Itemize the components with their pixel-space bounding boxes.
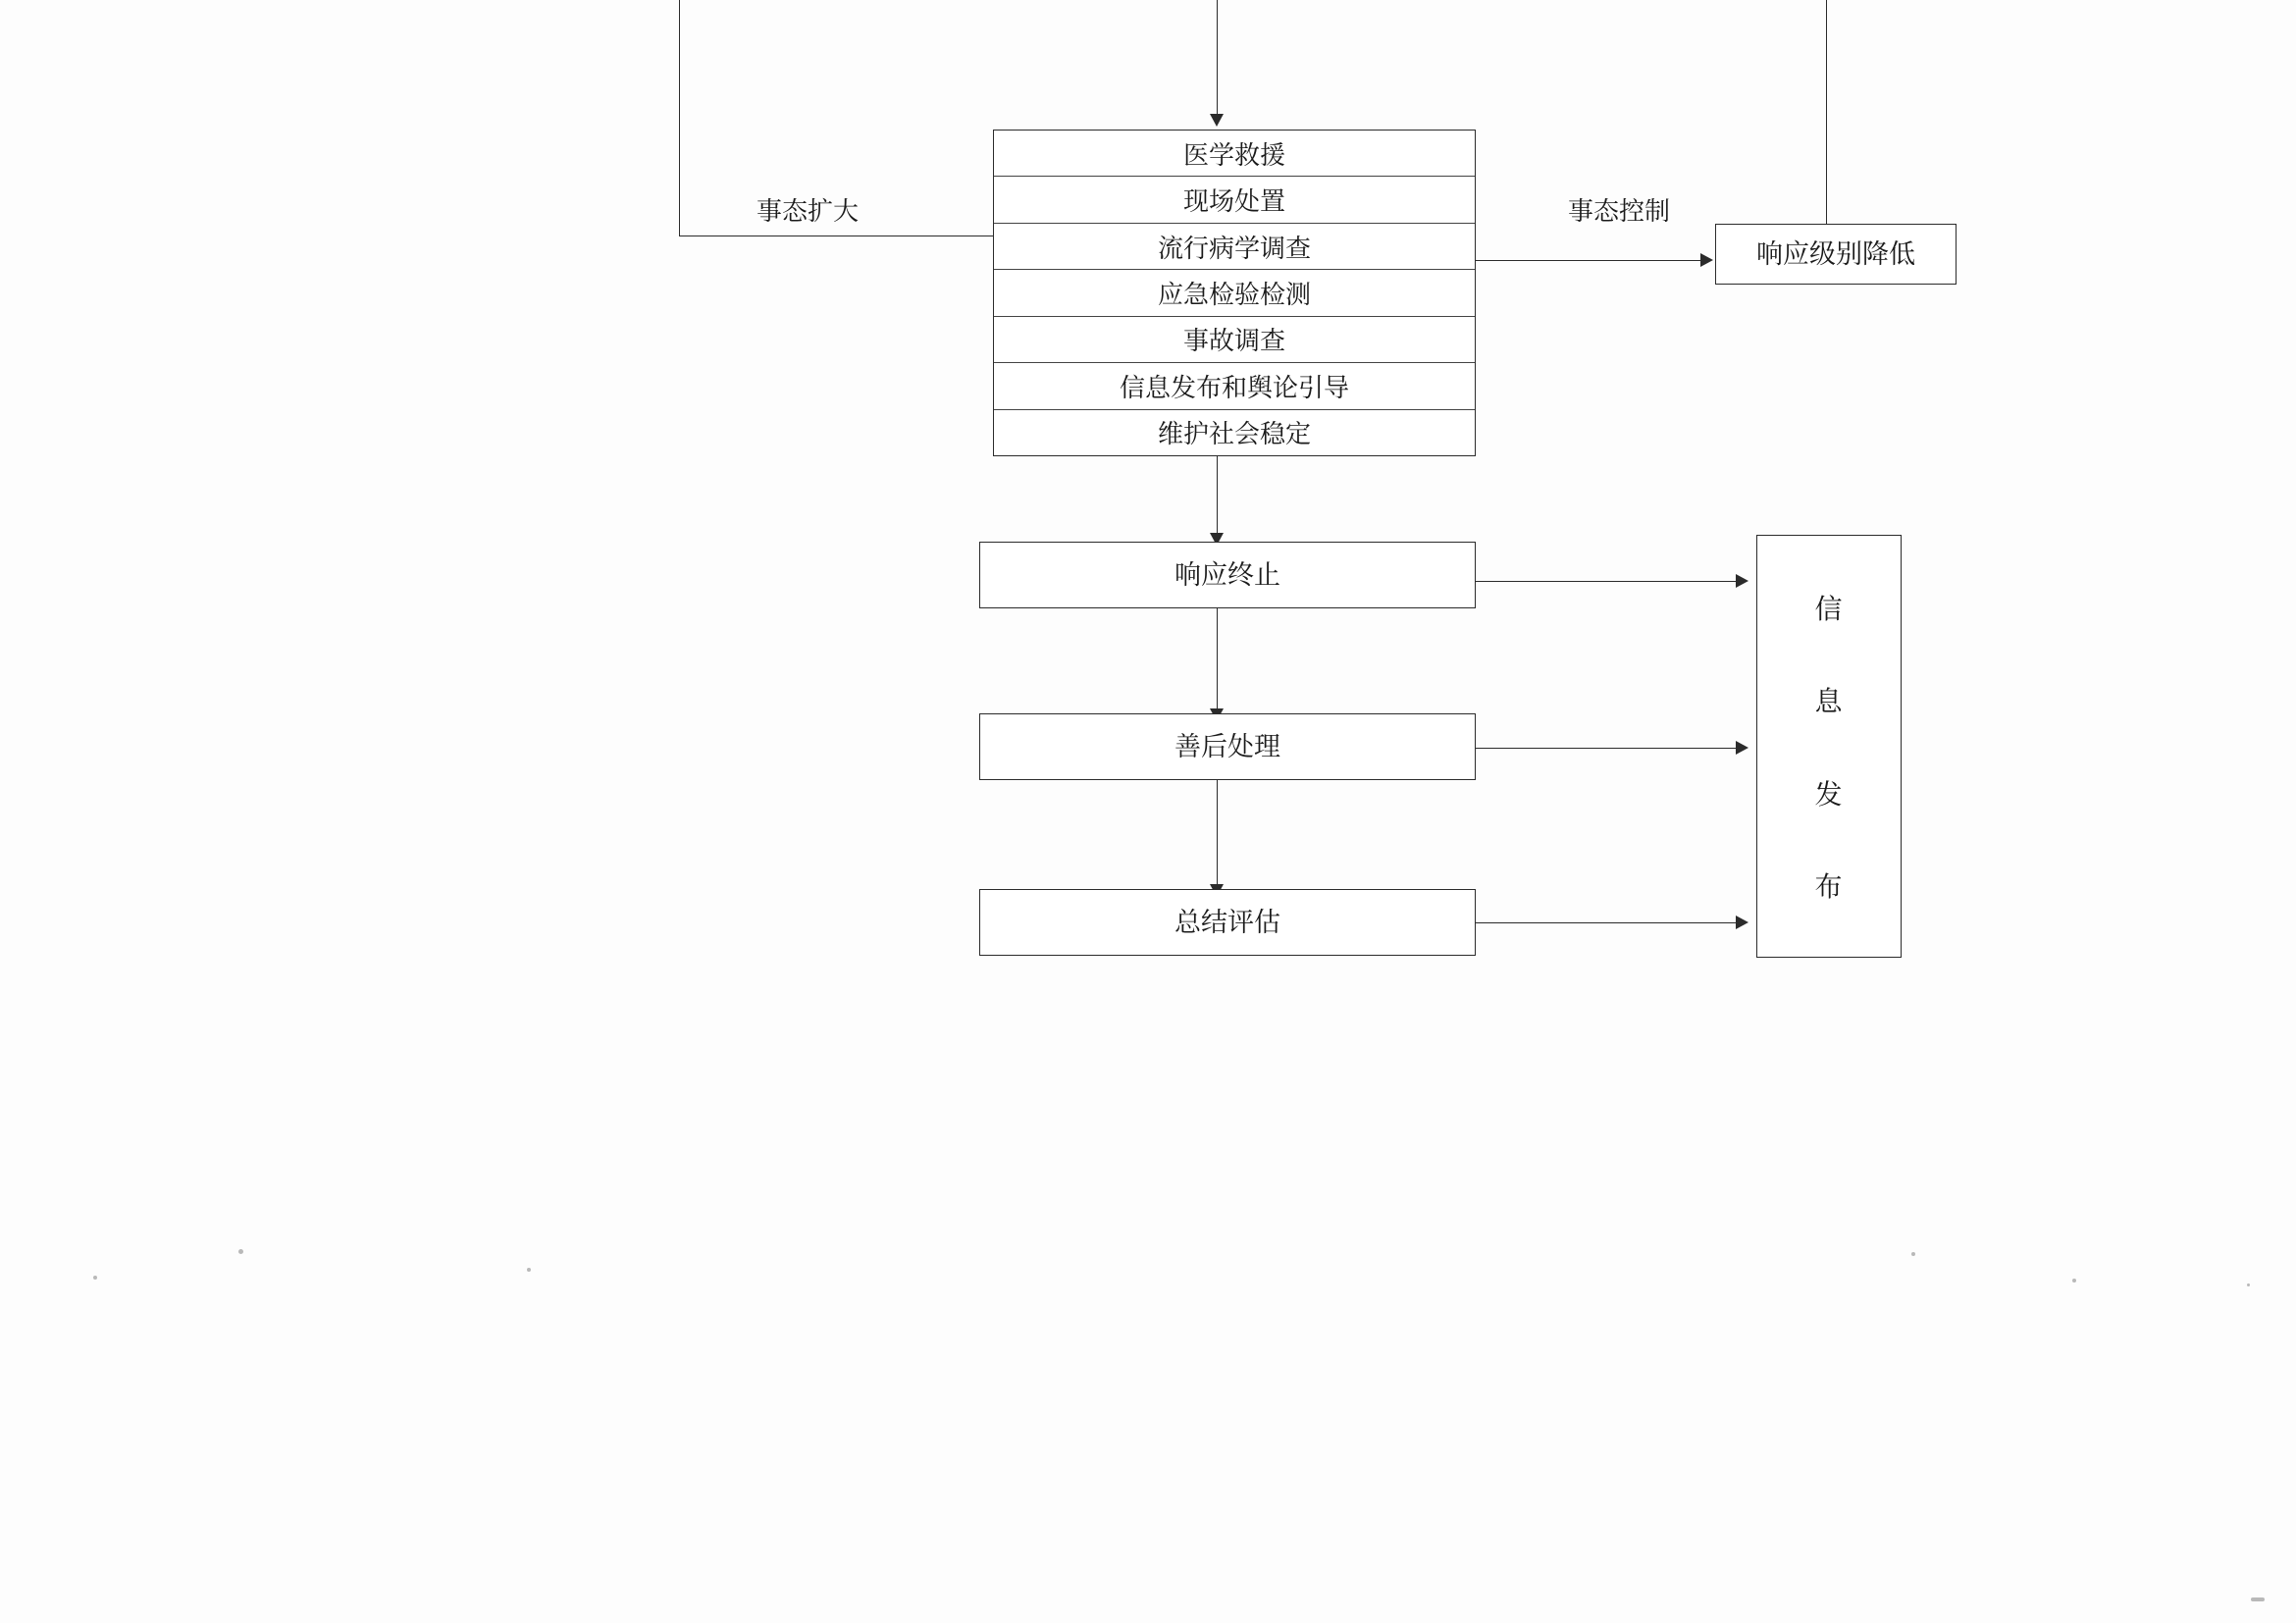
edge-terminate-to-info-arrowhead: [1736, 574, 1748, 588]
response-action-item: 应急检验检测: [994, 270, 1475, 316]
edge-entry-vertical: [1217, 0, 1218, 116]
response-action-item: 医学救援: [994, 131, 1475, 177]
response-action-item: 维护社会稳定: [1157, 420, 1311, 449]
edge-terminate-to-info: [1476, 581, 1737, 582]
scan-speck: [527, 1268, 531, 1272]
scan-speck: [1911, 1252, 1915, 1256]
info-release-char: 发: [1814, 779, 1844, 811]
info-release-char: 息: [1814, 687, 1844, 718]
edge-stack-to-downgrade: [1476, 260, 1701, 261]
node-info-release: [1756, 535, 1902, 958]
response-action-item: 信息发布和舆论引导: [994, 363, 1475, 409]
response-action-item: 现场处置: [994, 177, 1475, 223]
node-response-actions: [993, 130, 1476, 456]
node-downgrade: 响应级别降低: [1715, 224, 1957, 285]
node-aftermath: 善后处理: [979, 713, 1476, 780]
edge-escalate-vertical: [679, 0, 680, 236]
scan-speck: [2247, 1283, 2250, 1286]
edge-stack-to-terminate: [1217, 456, 1218, 535]
scan-speck: [2072, 1279, 2076, 1283]
edge-aftermath-to-info-arrowhead: [1736, 741, 1748, 755]
scan-speck: [2251, 1597, 2265, 1601]
response-action-item: 事故调查: [994, 317, 1475, 363]
node-terminate: 响应终止: [979, 542, 1476, 608]
edge-aftermath-to-summary: [1217, 780, 1218, 886]
edge-label-controlled: 事态控制: [1568, 197, 1671, 226]
edge-aftermath-to-info: [1476, 748, 1737, 749]
response-action-item: 流行病学调查: [994, 224, 1475, 270]
edge-terminate-to-aftermath: [1217, 608, 1218, 710]
info-release-char: 布: [1814, 871, 1844, 903]
edge-downgrade-vertical: [1826, 0, 1827, 224]
scan-speck: [93, 1276, 97, 1280]
edge-summary-to-info: [1476, 922, 1737, 923]
edge-stack-to-downgrade-arrowhead: [1700, 253, 1713, 267]
edge-entry-arrowhead: [1210, 114, 1224, 127]
node-summary: 总结评估: [979, 889, 1476, 956]
info-release-char: 信: [1814, 595, 1844, 626]
edge-summary-to-info-arrowhead: [1736, 916, 1748, 929]
scan-speck: [238, 1249, 243, 1254]
edge-label-escalate: 事态扩大: [757, 197, 860, 226]
